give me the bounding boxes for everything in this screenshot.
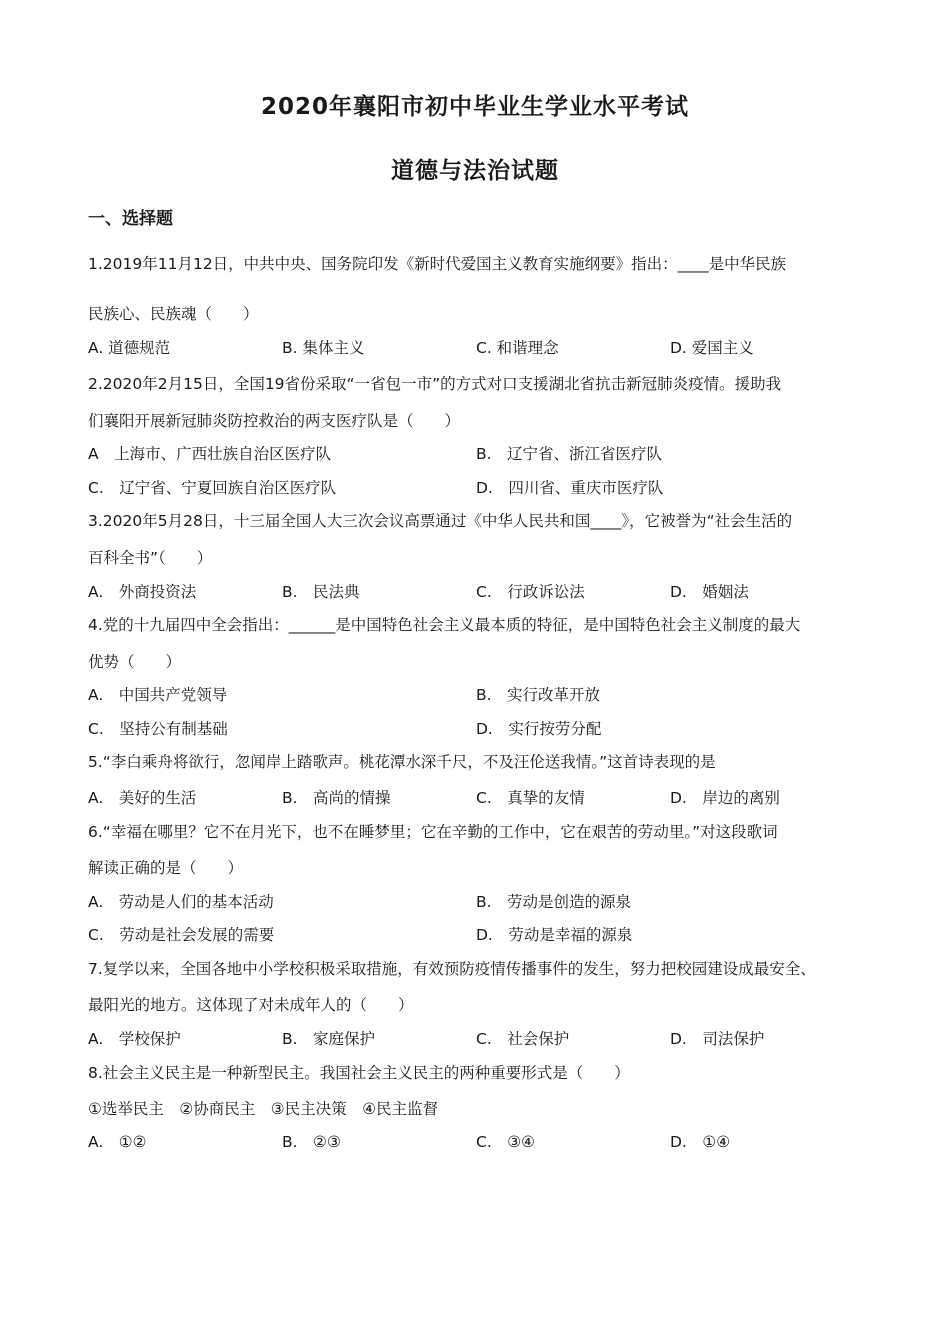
question-8-stem: 8.社会主义民主是一种新型民主。我国社会主义民主的两种重要形式是（ ） bbox=[88, 1064, 630, 1082]
question-7-option-c: C. 社会保护 bbox=[476, 1030, 570, 1048]
question-4-option-d: D. 实行按劳分配 bbox=[476, 720, 602, 738]
question-8-option-c: C. ③④ bbox=[476, 1133, 536, 1151]
exam-title: 2020年襄阳市初中毕业生学业水平考试 bbox=[260, 94, 689, 120]
question-6-option-b: B. 劳动是创造的源泉 bbox=[476, 893, 632, 911]
question-4-option-c: C. 坚持公有制基础 bbox=[88, 720, 228, 738]
question-4-stem-cont: 优势（ ） bbox=[88, 653, 182, 671]
question-8-option-a: A. ①② bbox=[88, 1133, 147, 1151]
exam-subtitle: 道德与法治试题 bbox=[391, 158, 559, 184]
question-6-option-d: D. 劳动是幸福的源泉 bbox=[476, 926, 633, 944]
question-8-option-d: D. ①④ bbox=[670, 1133, 731, 1151]
question-5-option-a: A. 美好的生活 bbox=[88, 789, 197, 807]
question-3-stem-cont: 百科全书”（ ） bbox=[88, 549, 213, 567]
question-6-stem-cont: 解读正确的是（ ） bbox=[88, 859, 244, 877]
question-1-stem-cont: 民族心、民族魂（ ） bbox=[88, 305, 259, 323]
question-7-option-a: A. 学校保护 bbox=[88, 1030, 181, 1048]
question-2-stem: 2.2020年2月15日，全国19省份采取“一省包一市”的方式对口支援湖北省抗击新冠肺炎疫情。援助我 bbox=[88, 375, 782, 393]
question-3-option-d: D. 婚姻法 bbox=[670, 583, 749, 601]
question-5-option-b: B. 高尚的情操 bbox=[282, 789, 391, 807]
section-heading: 一、选择题 bbox=[88, 209, 173, 229]
question-8-option-b: B. ②③ bbox=[282, 1133, 341, 1151]
question-1-option-b: B. 集体主义 bbox=[282, 339, 365, 357]
question-2-option-d: D. 四川省、重庆市医疗队 bbox=[476, 479, 664, 497]
question-3-option-c: C. 行政诉讼法 bbox=[476, 583, 585, 601]
question-7-stem-cont: 最阳光的地方。这体现了对未成年人的（ ） bbox=[88, 996, 414, 1014]
question-5-option-c: C. 真挚的友情 bbox=[476, 789, 585, 807]
question-1-option-c: C. 和谐理念 bbox=[476, 339, 559, 357]
question-4-option-a: A. 中国共产党领导 bbox=[88, 686, 228, 704]
question-5-stem: 5.“李白乘舟将欲行，忽闻岸上踏歌声。桃花潭水深千尺，不及汪伦送我情。”这首诗表现的是 bbox=[88, 753, 716, 771]
question-2-option-b: B. 辽宁省、浙江省医疗队 bbox=[476, 445, 663, 463]
question-1-option-a: A. 道德规范 bbox=[88, 339, 171, 357]
question-2-option-a: A 上海市、广西壮族自治区医疗队 bbox=[88, 445, 332, 463]
question-2-stem-cont: 们襄阳开展新冠肺炎防控救治的两支医疗队是（ ） bbox=[88, 412, 461, 430]
question-7-option-b: B. 家庭保护 bbox=[282, 1030, 376, 1048]
question-7-option-d: D. 司法保护 bbox=[670, 1030, 765, 1048]
question-3-option-a: A. 外商投资法 bbox=[88, 583, 197, 601]
question-4-stem: 4.党的十九届四中全会指出：______是中国特色社会主义最本质的特征，是中国特色社会主义制度的最大 bbox=[88, 616, 801, 634]
question-2-option-c: C. 辽宁省、宁夏回族自治区医疗队 bbox=[88, 479, 337, 497]
question-5-option-d: D. 岸边的离别 bbox=[670, 789, 780, 807]
question-7-stem: 7.复学以来，全国各地中小学校积极采取措施，有效预防疫情传播事件的发生，努力把校园建设成最安全、 bbox=[88, 960, 816, 978]
question-3-option-b: B. 民法典 bbox=[282, 583, 360, 601]
question-6-stem: 6.“幸福在哪里？它不在月光下，也不在睡梦里；它在辛勤的工作中，它在艰苦的劳动里。”对这段歌词 bbox=[88, 823, 778, 841]
question-4-option-b: B. 实行改革开放 bbox=[476, 686, 601, 704]
question-1-stem: 1.2019年11月12日，中共中央、国务院印发《新时代爱国主义教育实施纲要》指出：____是中华民族 bbox=[88, 255, 787, 273]
question-1-option-d: D. 爱国主义 bbox=[670, 339, 754, 357]
question-3-stem: 3.2020年5月28日，十三届全国人大三次会议高票通过《中华人民共和国____》，它被誉为“社会生活的 bbox=[88, 512, 793, 530]
question-6-option-c: C. 劳动是社会发展的需要 bbox=[88, 926, 275, 944]
question-6-option-a: A. 劳动是人们的基本活动 bbox=[88, 893, 274, 911]
question-8-statements: ①选举民主 ②协商民主 ③民主决策 ④民主监督 bbox=[88, 1100, 439, 1118]
